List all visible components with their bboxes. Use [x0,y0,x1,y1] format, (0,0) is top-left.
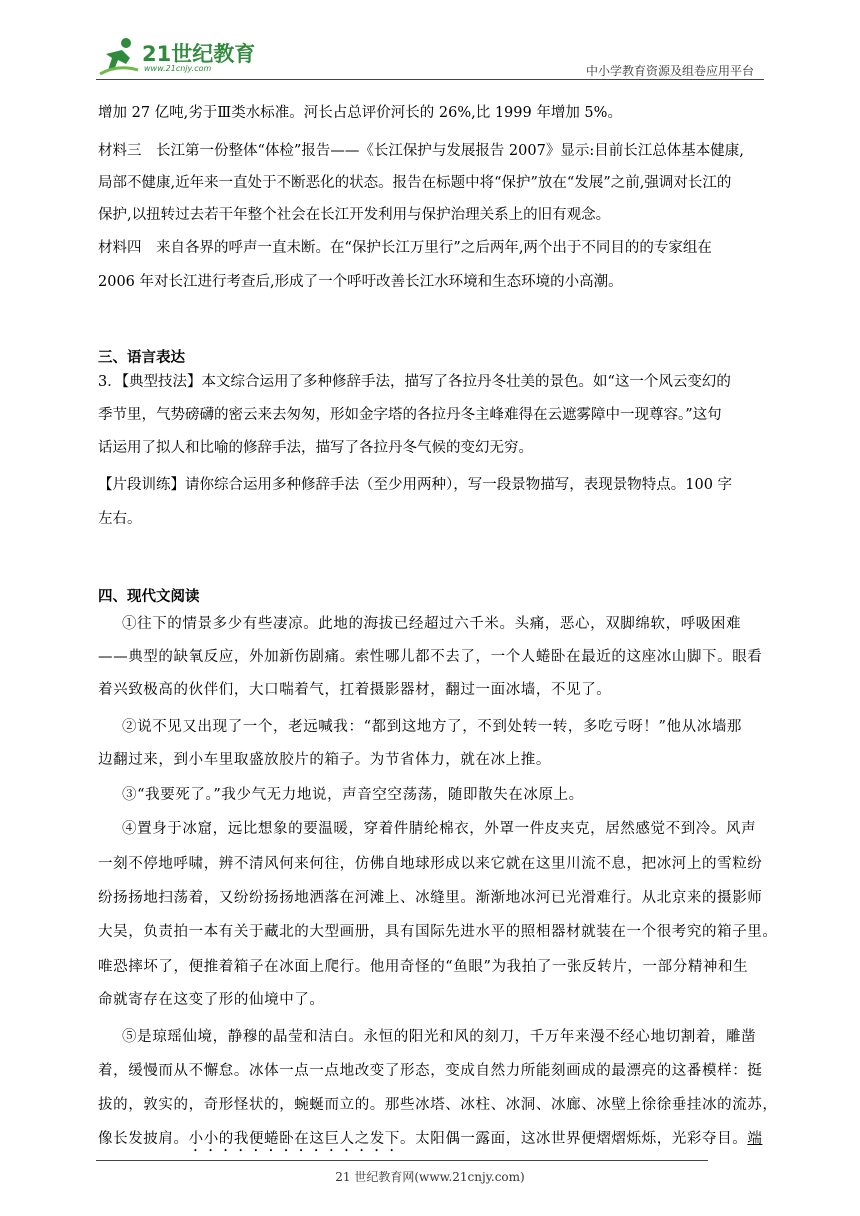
material-three-line: 保护,以扭转过去若干年整个社会在长江开发利用与保护治理关系上的旧有观念。 [98,207,611,223]
paragraph-line: 拔的，敦实的，奇形怪状的，蜿蜒而立的。那些冰塔、冰柱、冰洞、冰廊、冰壁上徐徐垂挂冰的流苏， [98,1097,778,1113]
section-three-line: 【片段训练】请你综合运用多种修辞手法（至少用两种），写一段景物描写，表现景物特点。100 字 [98,477,733,493]
material-three-line: 局部不健康,近年来一直处于不断恶化的状态。报告在标题中将“保护”放在“发展”之前,强调对长江的 [98,175,732,191]
section-three-line: 话运用了拟人和比喻的修辞手法，描写了各拉丹冬气候的变幻无穷。 [98,440,533,456]
text-segment: 像长发披肩。 [98,1131,189,1147]
paragraph-line: ④置身于冰窟，远比想象的要温暖，穿着件腈纶棉衣，外罩一件皮夹克，居然感觉不到冷。风声 [122,821,757,837]
logo [96,34,256,78]
paragraph-line: ③“我要死了。”我少气无力地说，声音空空荡荡，随即散失在冰原上。 [122,787,584,803]
section-three-line: 季节里，气势磅礴的密云来去匆匆，形如金字塔的各拉丹冬主峰难得在云遮雾障中一现尊容。”这句 [98,407,722,423]
material-four-line: 材料四 来自各界的呼声一直未断。在“保护长江万里行”之后两年,两个出于不同目的的专家组在 [98,240,712,256]
paragraph-line: 大吴，负责拍一本有关于藏北的大型画册，具有国际先进水平的照相器材就装在一个很考究的箱子里。 [98,924,778,940]
logo-text: 21世纪教育 [142,42,256,66]
paragraph-line: ——典型的缺氧反应，外加新伤剧痛。索性哪儿都不去了，一个人蜷卧在最近的这座冰山脚下。眼看 [98,649,763,665]
text-segment: 。太阳偶一露面，这冰世界便熠熠烁烁，光彩夺目。 [400,1131,748,1147]
paragraph-line: 着兴致极高的伙伴们，大口喘着气，扛着摄影器材，翻过一面冰墙，不见了。 [98,682,612,698]
platform-label: 中小学教育资源及组卷应用平台 [585,64,754,78]
paragraph-line: ①往下的情景多少有些凄凉。此地的海拔已经超过六千米。头痛，恶心，双脚绵软，呼吸困难 [122,616,742,632]
footer-divider [96,1160,708,1161]
runner-logo-icon [96,34,140,78]
section-four-title: 四、现代文阅读 [98,589,200,605]
underlined-text: 端 [747,1131,763,1147]
material-line: 增加 27 亿吨,劣于Ⅲ类水标准。河长占总评价河长的 26%,比 1999 年增加 5%。 [98,105,622,121]
paragraph-line: 一刻不停地呼啸，辨不清风何来何往，仿佛自地球形成以来它就在这里川流不息，把冰河上的雪粒纷 [98,856,763,872]
paragraph-line: ⑤是琼瑶仙境，静穆的晶莹和洁白。永恒的阳光和风的刻刀，千万年来漫不经心地切割着，雕凿 [122,1029,757,1045]
material-four-line: 2006 年对长江进行考查后,形成了一个呼吁改善长江水环境和生态环境的小高潮。 [98,274,623,290]
paragraph-line: 唯恐摔坏了，便推着箱子在冰面上爬行。他用奇怪的“鱼眼”为我拍了一张反转片，一部分精神和生 [98,959,749,975]
material-three-line: 材料三 长江第一份整体“体检”报告——《长江保护与发展报告 2007》显示:目前长江总体基本健康, [98,143,744,159]
emphasized-text: 小小的我便蜷卧在这巨人之发下 [188,1131,401,1147]
paragraph-line: 边翻过来，到小车里取盛放胶片的箱子。为节省体力，就在冰上推。 [98,752,551,768]
paragraph-line: ②说不见又出现了一个，老远喊我：“都到这地方了，不到处转一转，多吃亏呀！”他从冰墙那 [122,719,743,735]
logo-url: www.21cnjy.com [144,64,212,73]
section-three-line: 左右。 [98,511,142,527]
paragraph-line: 命就寄存在这变了形的仙境中了。 [98,992,325,1008]
paragraph-line: 着，缓慢而从不懈怠。冰体一点一点地改变了形态，变成自然力所能刻画成的最漂亮的这番模样：挺 [98,1063,763,1079]
footer-text: 21 世纪教育网(www.21cnjy.com) [335,1170,525,1184]
page-header [96,30,760,80]
header-divider [96,79,764,80]
paragraph-line [98,1127,762,1155]
paragraph-line: 纷扬扬地扫荡着，又纷纷扬扬地洒落在河滩上、冰缝里。渐渐地冰河已光滑难行。从北京来的摄影师 [98,890,763,906]
section-three-title: 三、语言表达 [98,350,185,366]
section-three-line: 3．【典型技法】本文综合运用了多种修辞手法，描写了各拉丹冬壮美的景色。如“这一个风云变幻的 [98,374,731,390]
